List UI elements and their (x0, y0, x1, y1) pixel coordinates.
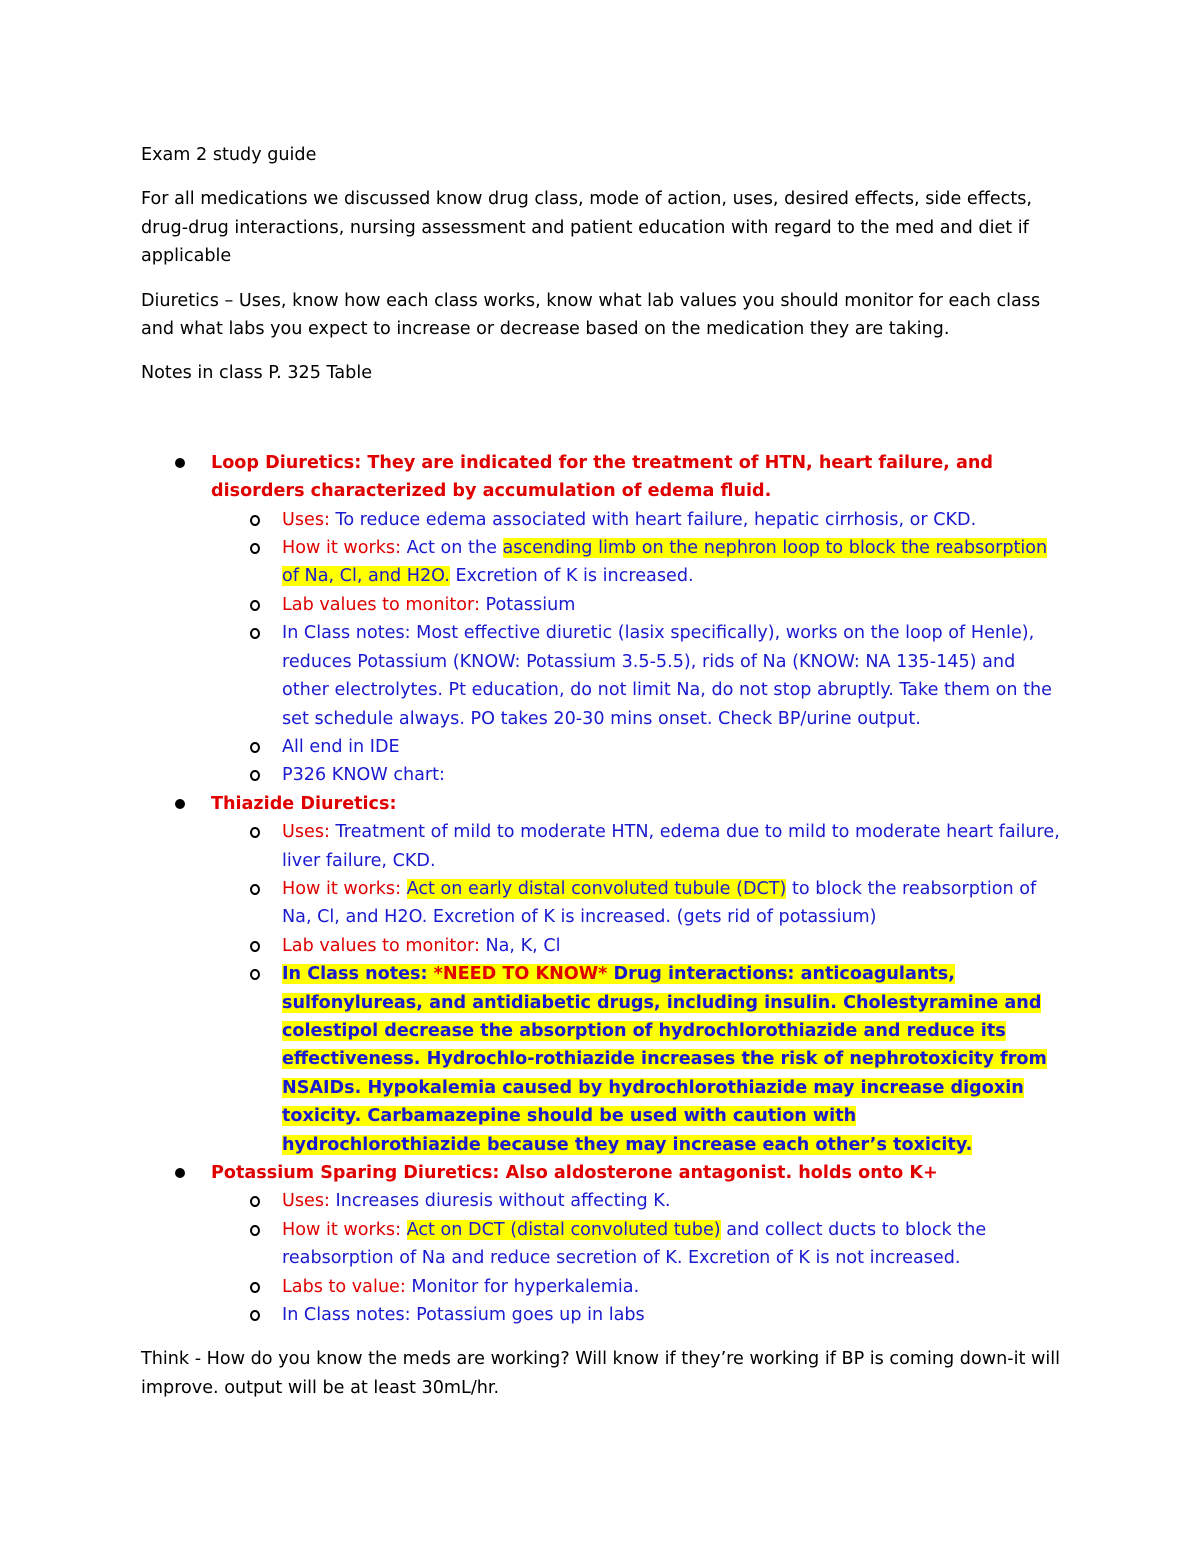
circle-bullet-icon (250, 543, 260, 554)
sublist-item (141, 1273, 1061, 1301)
sublist-item (141, 1216, 1061, 1273)
thiazide-how-label: How it works: (282, 878, 402, 899)
document-page (141, 141, 1061, 1402)
loop-how-highlight: ascending limb on the nephron loop to block the reabsorption of Na, Cl, and H2O. (282, 538, 1048, 587)
sublist-item (141, 932, 1061, 960)
bullet-icon (175, 458, 185, 468)
potassium-uses-label: Uses: (282, 1191, 330, 1212)
potassium-sublist (211, 1187, 1061, 1329)
circle-bullet-icon (250, 770, 260, 781)
potassium-heading: Potassium Sparing Diuretics: Also aldosterone antagonist. holds onto K+ (211, 1163, 938, 1183)
loop-labs-label: Lab values to monitor: (282, 594, 480, 615)
potassium-how-label: How it works: (282, 1219, 402, 1240)
loop-how-pre: Act on the (401, 538, 503, 559)
loop-labs-text: Potassium (479, 594, 576, 615)
sublist-item (141, 534, 1061, 591)
bullet-icon (175, 799, 185, 809)
list-item-loop (141, 449, 1061, 790)
loop-how-post: Excretion of K is increased. (449, 566, 694, 587)
thiazide-how-post: to block the reabsorption of Na, Cl, and H2O. Excretion of K is increased. (gets rid of potassium) (282, 878, 1037, 928)
sublist-item (141, 875, 1061, 932)
circle-bullet-icon (250, 515, 260, 526)
circle-bullet-icon (250, 628, 260, 639)
thiazide-notes-text: Drug interactions: anticoagulants, sulfonylureas, and antidiabetic drugs, including insulin. Cholestyramine and colestipol decrease the absorption of hydrochlorothiazide and reduce its effectiveness. Hydrochlo-rothiazide increases the risk of nephrotoxicity from NSAIDs. Hypokalemia caused by hydrochlorothiazide may increase digoxin toxicity. Carbamazepine should be used with caution with hydrochlorothiazide because they may increase each other’s toxicity. (282, 964, 1047, 1155)
closing-paragraph: Think - How do you know the meds are working? Will know if they’re working if BP is coming down-it will improve. output will be at least 30mL/hr. (141, 1349, 1061, 1398)
sublist-item (141, 1187, 1061, 1215)
need-to-know: *NEED TO KNOW* (433, 964, 608, 985)
list-item-thiazide (141, 790, 1061, 1159)
loop-p326: P326 KNOW chart: (282, 765, 445, 786)
potassium-labs-text: Monitor for hyperkalemia. (405, 1276, 640, 1297)
loop-end-ide: All end in IDE (282, 736, 400, 757)
circle-bullet-icon (250, 884, 260, 895)
thiazide-uses-text: Treatment of mild to moderate HTN, edema due to mild to moderate heart failure, liver failure, CKD. (282, 822, 1060, 871)
sublist-item (141, 506, 1061, 534)
sublist-item (141, 619, 1061, 733)
bullet-icon (175, 1168, 185, 1178)
potassium-labs-label: Labs to value: (282, 1276, 406, 1297)
potassium-uses-text: Increases diuresis without affecting K. (329, 1191, 671, 1212)
sublist-item (141, 761, 1061, 789)
loop-heading: Loop Diuretics: They are indicated for the treatment of HTN, heart failure, and disorders characterized by accumulation of edema fluid. (211, 452, 993, 502)
circle-bullet-icon (250, 742, 260, 753)
sublist-item (141, 960, 1061, 1159)
thiazide-labs-label: Lab values to monitor: (282, 935, 480, 956)
circle-bullet-icon (250, 827, 260, 838)
doc-title: Exam 2 study guide (141, 145, 317, 165)
sublist-item (141, 1301, 1061, 1329)
circle-bullet-icon (250, 941, 260, 952)
loop-sublist (211, 506, 1061, 790)
potassium-how-post: and collect ducts to block the reabsorption of Na and reduce secretion of K. Excretion of K is not increased. (282, 1219, 987, 1269)
loop-how-label: How it works: (282, 538, 402, 559)
sublist-item (141, 818, 1061, 875)
sublist-item (141, 591, 1061, 619)
thiazide-uses-label: Uses: (282, 822, 330, 843)
potassium-class-notes: In Class notes: Potassium goes up in labs (282, 1305, 645, 1326)
thiazide-sublist (211, 818, 1061, 1159)
sublist-item (141, 733, 1061, 761)
circle-bullet-icon (250, 1225, 260, 1236)
loop-class-notes: In Class notes: Most effective diuretic (lasix specifically), works on the loop of Henle), reduces Potassium (KNOW: Potassium 3.5-5.5), rids of Na (KNOW: NA 135-145) and other electrolytes. Pt education, do not limit Na, do not stop abruptly. Take them on the set schedule always. PO takes 20-30 mins onset. Check BP/urine output. (282, 623, 1052, 729)
circle-bullet-icon (250, 1282, 260, 1293)
notes-line: Notes in class P. 325 Table (141, 363, 373, 384)
diuretics-paragraph: Diuretics – Uses, know how each class works, know what lab values you should monitor for each class and what labs you expect to increase or decrease based on the medication they are taking. (141, 290, 1041, 340)
potassium-how-highlight: Act on DCT (distal convoluted tube) (406, 1219, 721, 1240)
thiazide-heading: Thiazide Diuretics: (211, 793, 397, 814)
diuretic-class-list (141, 449, 1061, 1330)
circle-bullet-icon (250, 1196, 260, 1207)
circle-bullet-icon (250, 969, 260, 980)
thiazide-how-highlight: Act on early distal convoluted tubule (DCT) (406, 878, 787, 899)
list-item-potassium-sparing (141, 1159, 1061, 1329)
circle-bullet-icon (250, 600, 260, 611)
loop-uses-text: To reduce edema associated with heart failure, hepatic cirrhosis, or CKD. (329, 509, 977, 530)
thiazide-notes-label: In Class notes: (282, 964, 434, 985)
thiazide-labs-text: Na, K, Cl (479, 935, 561, 956)
intro-paragraph: For all medications we discussed know drug class, mode of action, uses, desired effects, side effects, drug-drug interactions, nursing assessment and patient education with regard to the med and diet if applicable (141, 189, 1032, 267)
loop-uses-label: Uses: (282, 509, 330, 530)
circle-bullet-icon (250, 1310, 260, 1321)
